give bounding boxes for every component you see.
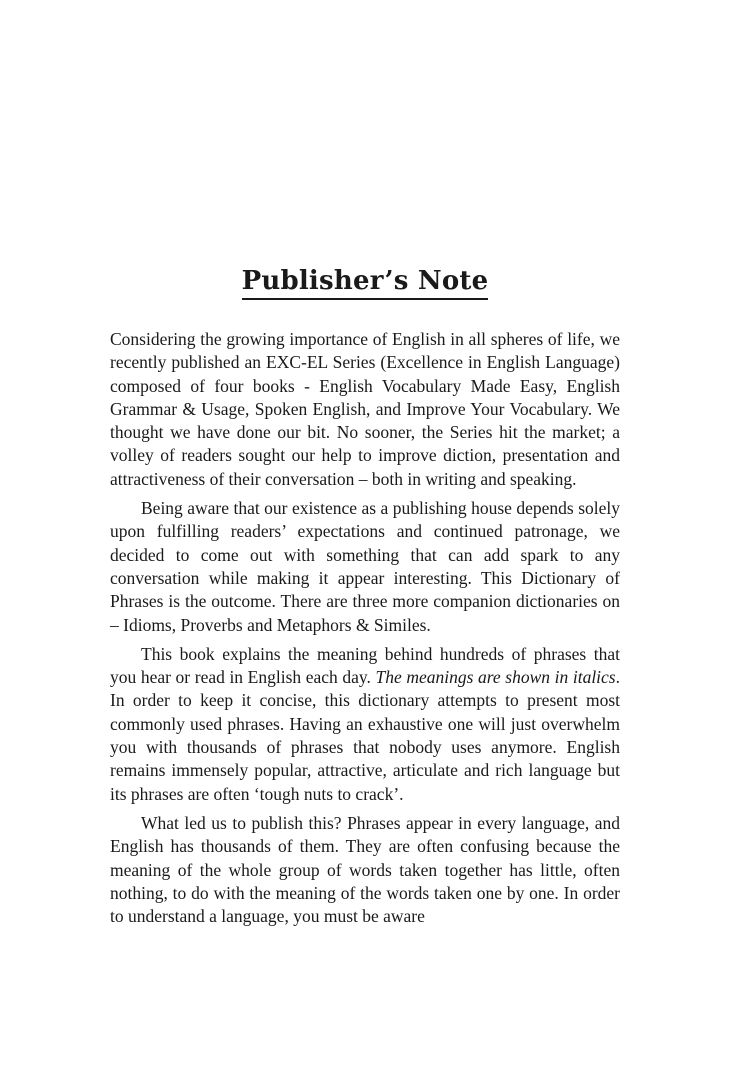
paragraph-4: What led us to publish this? Phrases appear in every language, and English has thousands of them. They are often confusing because the meaning of the whole group of words taken together has little, often nothing, to do with the meaning of the words taken one by one. In order to understand a language, you must be aware <box>110 812 620 927</box>
paragraph-3 <box>110 643 620 806</box>
paragraph-3-intro: This book explains the meaning behind hundreds of phrases that you hear or read in English each day. <box>110 643 620 688</box>
paragraph-2: Being aware that our existence as a publishing house depends solely upon fulfilling readers’ expectations and continued patronage, we decided to come out with something that can add spark to any conversation while making it appear interesting. This Dictionary of Phrases is the outcome. There are three more companion dictionaries on – Idioms, Proverbs and Metaphors & Similes. <box>110 498 620 635</box>
paragraph-1: Considering the growing importance of English in all spheres of life, we recently published an EXC-EL Series (Excellence in English Language) composed of four books - English Vocabulary Made Easy, English Grammar & Usage, Spoken English, and Improve Your Vocabulary. We thought we have done our bit. No sooner, the Series hit the market; a volley of readers sought our help to improve diction, presentation and attractiveness of their conversation – both in writing and speaking. <box>110 329 620 489</box>
body-text <box>110 328 620 934</box>
page-title-text: Publisher’s Note <box>242 264 489 300</box>
paragraph-3-italic: The meanings are shown in italics <box>375 667 616 688</box>
page-title <box>0 264 730 300</box>
paragraph-3-rest: . In order to keep it concise, this dictionary attempts to present most commonly used phrases. Having an exhaustive one will just overwhelm you with thousands of phrases that nobody uses anymore. English remains immensely popular, attractive, articulate and rich language but its phrases are often ‘tough nuts to crack’. <box>110 667 620 804</box>
